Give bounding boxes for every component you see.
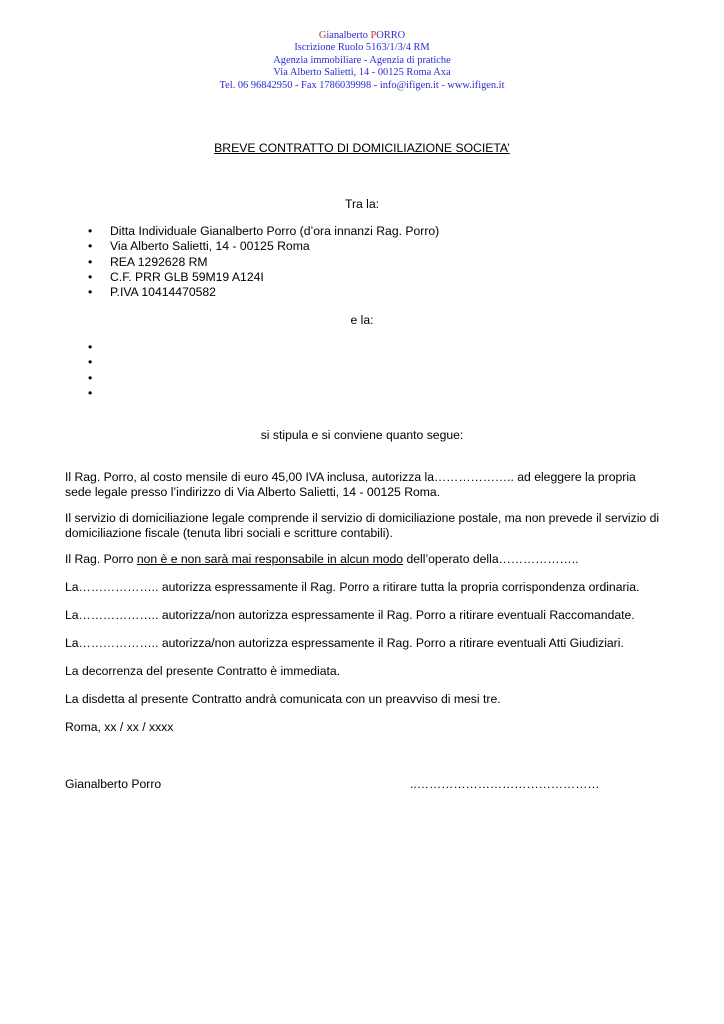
list-item [88,371,110,386]
letterhead [0,30,724,92]
underlined-clause: non è e non sarà mai responsabile in alcun modo [136,552,404,566]
list-item: • Via Alberto Salietti, 14 - 00125 Roma [88,239,439,254]
letterhead-address: Via Alberto Salietti, 14 - 00125 Roma Axa [273,67,451,79]
list-item: • Ditta Individuale Gianalberto Porro (d’ora innanzi Rag. Porro) [88,224,439,239]
paragraph-judicial-acts: La……………….. autorizza/non autorizza espressamente il Rag. Porro a ritirare eventuali Atti Giudiziari. [65,636,624,650]
signature-left: Gianalberto Porro [65,777,162,791]
tra-la-label: Tra la: [344,197,380,211]
document-title: BREVE CONTRATTO DI DOMICILIAZIONE SOCIETA’ [214,141,510,155]
signature-line: ..……………………………………… [410,777,600,791]
place-date: Roma, xx / xx / xxxx [65,720,174,734]
paragraph-registered-mail: La……………….. autorizza/non autorizza espressamente il Rag. Porro a ritirare eventuali Raccomandate. [65,608,635,622]
paragraph-responsibility: Il Rag. Porro non è e non sarà mai responsabile in alcun modo dell’operato della……………….. [65,552,579,566]
letterhead-registration: Iscrizione Ruolo 5163/1/3/4 RM [294,42,430,54]
paragraph-ordinary-mail: La……………….. autorizza espressamente il Rag. Porro a ritirare tutta la propria corrispondenza ordinaria. [65,580,640,594]
list-item [88,386,110,401]
e-la-label: e la: [350,313,374,327]
paragraph-start: La decorrenza del presente Contratto è immediata. [65,664,341,678]
paragraph-cost: Il Rag. Porro, al costo mensile di euro 45,00 IVA inclusa, autorizza la……………….. ad eleggere la propria sede legale presso l’indirizzo di Via Alberto Salietti, 14 - 00125 Roma. [65,470,636,499]
list-item [88,340,110,355]
letterhead-name: Gianalberto PORRO [318,30,406,41]
party1-list [88,224,439,300]
letterhead-agency: Agenzia immobiliare - Agenzia di pratiche [273,54,451,66]
letterhead-contacts: Tel. 06 96842950 - Fax 1786039998 - info@ifigen.it - www.ifigen.it [219,79,505,91]
paragraph-service: Il servizio di domiciliazione legale comprende il servizio di domiciliazione postale, ma non prevede il servizio di domiciliazione fiscale (tenuta libri sociali e scritture contabili). [65,511,660,540]
party2-list [88,340,110,401]
list-item: • C.F. PRR GLB 59M19 A124I [88,270,439,285]
paragraph-termination: La disdetta al presente Contratto andrà comunicata con un preavviso di mesi tre. [65,692,501,706]
list-item: • REA 1292628 RM [88,255,439,270]
list-item [88,355,110,370]
stipula-line: si stipula e si conviene quanto segue: [260,428,464,442]
list-item: • P.IVA 10414470582 [88,285,439,300]
